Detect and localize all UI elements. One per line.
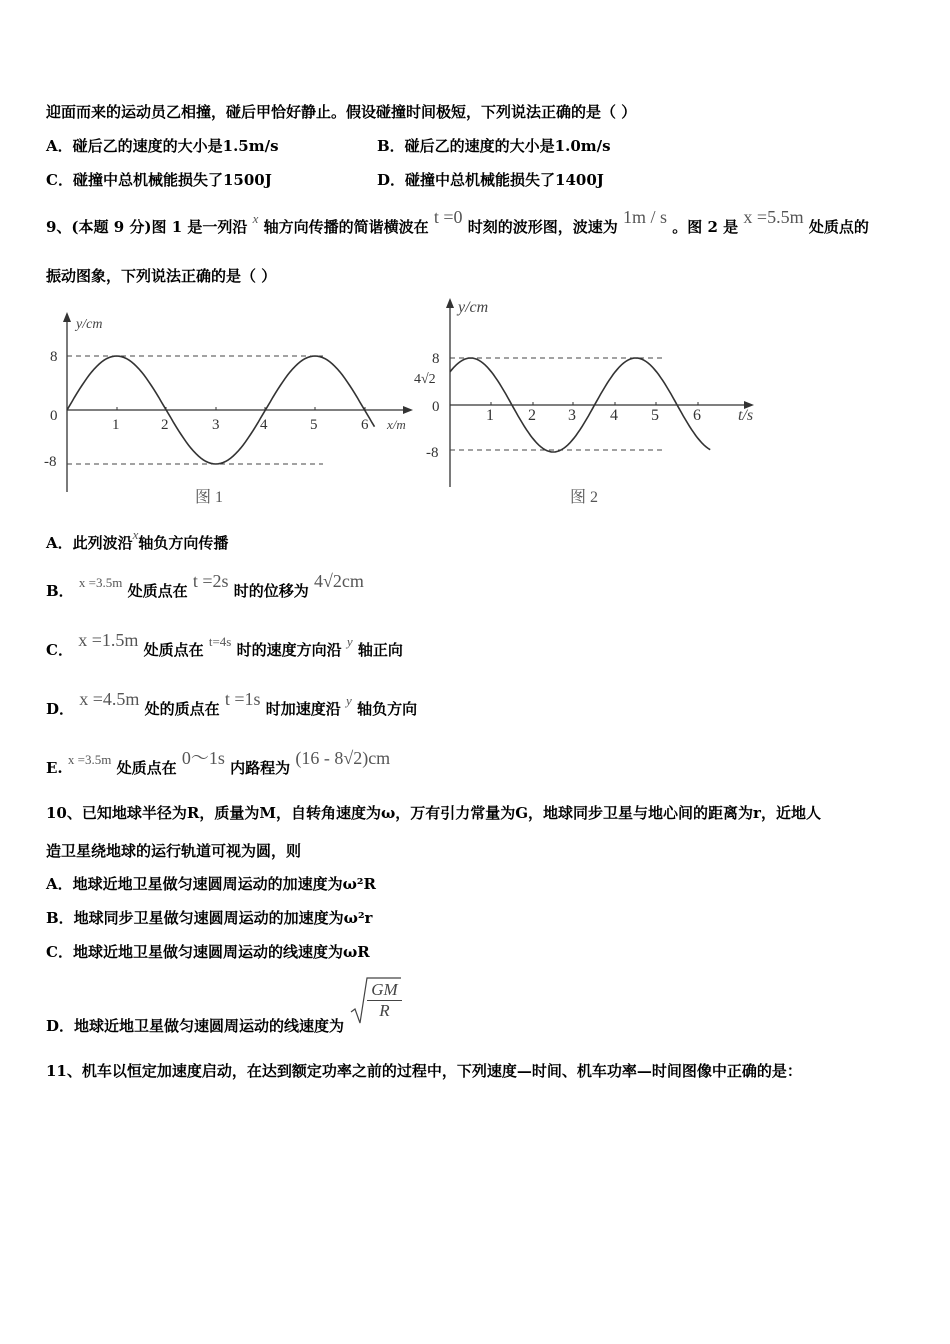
q9-d-mid2: 时加速度沿 <box>265 700 341 718</box>
q8-stem-tail: 迎面而来的运动员乙相撞，碰后甲恰好静止。假设碰撞时间极短，下列说法正确的是（ ） <box>46 103 637 121</box>
q9-b-mid2: 时的位移为 <box>233 582 309 600</box>
q10-d-fraction <box>367 980 401 1021</box>
fig2-ytick-0: 0 <box>432 399 440 415</box>
q9-option-d <box>46 689 418 720</box>
q9-math-t0: t =0 <box>433 207 463 227</box>
q9-d-pre: D． <box>46 700 75 718</box>
q9-math-v: 1m / s <box>623 207 668 227</box>
fig2-xtick-2: 2 <box>528 407 536 424</box>
q9-s5: 处质点的 <box>808 218 869 236</box>
q9-stem-line2: 振动图象，下列说法正确的是（ ） <box>46 267 277 285</box>
q11-stem: 11、机车以恒定加速度启动，在达到额定功率之前的过程中，下列速度—时间、机车功率—时间图像中正确的是： <box>46 1062 802 1080</box>
fig2-xtick-5: 5 <box>651 407 659 424</box>
fig1-xlabel: x/m <box>387 417 406 432</box>
q9-s3: 时刻的波形图，波速为 <box>467 218 618 236</box>
fraction-denominator: R <box>379 1000 390 1020</box>
q8-option-b: B．碰后乙的速度的大小是1.0m/s <box>377 137 611 155</box>
q9-d-math3: y <box>346 693 352 708</box>
q9-d-mid1: 处的质点在 <box>144 700 220 718</box>
q9-b-math3: 4√2cm <box>314 571 364 591</box>
q9-a-math: x <box>132 527 139 542</box>
fig1-xtick-5: 5 <box>310 417 318 433</box>
fig2-xtick-6: 6 <box>693 407 701 424</box>
q9-d-post: 轴负方向 <box>357 700 418 718</box>
fig2-ytick-neg8: -8 <box>426 445 439 461</box>
q9-c-pre: C． <box>46 641 73 659</box>
q8-option-d: D．碰撞中总机械能损失了1400J <box>377 171 604 189</box>
q9-c-mid1: 处质点在 <box>143 641 204 659</box>
q9-a-post: 轴负方向传播 <box>138 534 229 552</box>
q9-stem-line1 <box>46 207 869 238</box>
q9-s1: 9、(本题 9 分)图 1 是一列沿 <box>46 218 248 236</box>
q9-a-pre: A．此列波沿 <box>46 534 133 552</box>
q9-option-c <box>46 630 403 661</box>
q10-stem-line1: 10、已知地球半径为R，质量为M，自转角速度为ω，万有引力常量为G，地球同步卫星与地心间的距离为r，近地人 <box>46 804 821 822</box>
q9-c-mid2: 时的速度方向沿 <box>236 641 342 659</box>
q9-c-math1: x =1.5m <box>78 630 139 650</box>
fig2-xlabel: t/s <box>738 407 754 424</box>
q10-option-b: B．地球同步卫星做匀速圆周运动的加速度为ω²r <box>46 909 373 927</box>
q10-d-sqrt-expression <box>349 976 435 1028</box>
q9-math-x: x <box>252 211 259 226</box>
q9-s2: 轴方向传播的简谐横波在 <box>263 218 429 236</box>
fig2-ytick-8: 8 <box>432 351 440 367</box>
fig2-xtick-4: 4 <box>610 407 618 424</box>
q9-d-math1: x =4.5m <box>79 689 140 709</box>
q9-d-math2: t =1s <box>224 689 261 709</box>
fig1-ylabel: y/cm <box>76 317 103 332</box>
q9-e-math3: (16 - 8√2)cm <box>295 748 391 768</box>
figure-2-vibration <box>410 295 780 515</box>
q9-s4: 。图 2 是 <box>672 218 739 236</box>
q10-option-a: A．地球近地卫星做匀速圆周运动的加速度为ω²R <box>46 875 376 893</box>
q10-d-text: D．地球近地卫星做匀速圆周运动的线速度为 <box>46 1017 345 1035</box>
fig1-xtick-3: 3 <box>212 417 220 433</box>
fig2-caption: 图 2 <box>570 489 599 506</box>
fig1-xtick-4: 4 <box>260 417 268 433</box>
q9-math-x55: x =5.5m <box>743 207 804 227</box>
q9-option-b <box>46 571 364 602</box>
q9-b-math2: t =2s <box>192 571 229 591</box>
q9-e-math1: x =3.5m <box>67 752 112 767</box>
figure-1-wave <box>40 310 420 515</box>
q10-option-d <box>46 976 436 1035</box>
q9-c-math2: t=4s <box>208 634 232 649</box>
q10-stem-line2: 造卫星绕地球的运行轨道可视为圆，则 <box>46 842 302 860</box>
fig1-caption: 图 1 <box>195 489 224 506</box>
fig2-ylabel: y/cm <box>458 299 489 316</box>
fraction-numerator: GM <box>367 980 401 1001</box>
q8-option-c: C．碰撞中总机械能损失了1500J <box>46 171 272 189</box>
q9-b-mid1: 处质点在 <box>127 582 188 600</box>
fig1-ytick-0: 0 <box>50 408 58 424</box>
q10-option-c: C．地球近地卫星做匀速圆周运动的线速度为ωR <box>46 943 370 961</box>
q9-b-pre: B． <box>46 582 74 600</box>
q9-e-math2: 0～1s <box>181 748 225 768</box>
fig2-xtick-1: 1 <box>486 407 494 424</box>
q8-option-a: A．碰后乙的速度的大小是1.5m/s <box>46 137 279 155</box>
fig2-ytick-4root2: 4√2 <box>414 372 436 387</box>
fig1-ytick-8: 8 <box>50 349 58 365</box>
fig1-xtick-1: 1 <box>112 417 120 433</box>
q9-c-math3: y <box>346 634 353 649</box>
fig1-xtick-2: 2 <box>161 417 169 433</box>
q9-b-math1: x =3.5m <box>78 575 123 590</box>
q9-e-pre: E. <box>46 759 63 777</box>
q9-option-a <box>46 527 229 554</box>
q9-e-mid2: 内路程为 <box>230 759 291 777</box>
fig2-xtick-3: 3 <box>568 407 576 424</box>
q9-option-e <box>46 748 391 779</box>
fig1-xtick-6: 6 <box>361 417 369 433</box>
q9-e-mid1: 处质点在 <box>116 759 177 777</box>
fig1-ytick-neg8: -8 <box>44 454 57 470</box>
q9-c-post: 轴正向 <box>357 641 403 659</box>
